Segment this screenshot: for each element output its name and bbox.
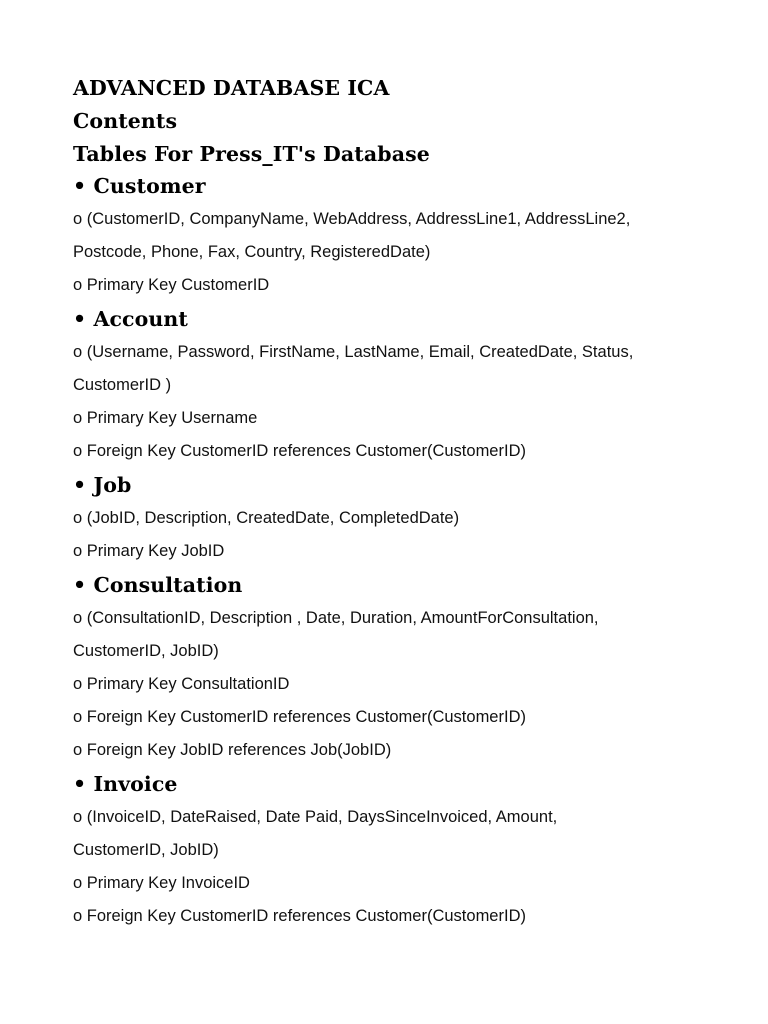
table-line: Postcode, Phone, Fax, Country, RegisteredDate) — [73, 243, 431, 261]
bullet-icon: • — [73, 307, 94, 331]
table-line: CustomerID, JobID) — [73, 841, 219, 859]
section-title: Invoice — [93, 772, 178, 796]
document-page — [73, 70, 713, 933]
table-line: o Foreign Key JobID references Job(JobID) — [73, 741, 392, 759]
table-line: CustomerID, JobID) — [73, 642, 219, 660]
bullet-icon: • — [73, 473, 94, 497]
table-line: o Foreign Key CustomerID references Customer(CustomerID) — [73, 907, 526, 925]
section-heading — [73, 767, 713, 799]
table-line: o Primary Key Username — [73, 409, 258, 427]
table-line: CustomerID ) — [73, 376, 172, 394]
tables-heading: Tables For Press_IT's Database — [73, 142, 430, 166]
table-line: o (InvoiceID, DateRaised, Date Paid, DaysSinceInvoiced, Amount, — [73, 808, 558, 826]
table-line: o (Username, Password, FirstName, LastName, Email, CreatedDate, Status, — [73, 343, 634, 361]
section-title: Customer — [93, 174, 206, 198]
section-heading — [73, 169, 713, 201]
bullet-icon: • — [73, 174, 94, 198]
table-line: o (CustomerID, CompanyName, WebAddress, AddressLine1, AddressLine2, — [73, 210, 631, 228]
section-heading — [73, 568, 713, 600]
table-line: o Primary Key ConsultationID — [73, 675, 290, 693]
bullet-icon: • — [73, 772, 94, 796]
contents-heading: Contents — [73, 109, 178, 133]
bullet-icon: • — [73, 573, 94, 597]
table-line: o Primary Key CustomerID — [73, 276, 270, 294]
section-heading — [73, 468, 713, 500]
table-line: o (JobID, Description, CreatedDate, CompletedDate) — [73, 509, 460, 527]
section-title: Job — [93, 473, 132, 497]
document-title: ADVANCED DATABASE ICA — [73, 76, 390, 100]
table-line: o Primary Key InvoiceID — [73, 874, 250, 892]
section-title: Consultation — [93, 573, 243, 597]
table-line: o Primary Key JobID — [73, 542, 225, 560]
section-heading — [73, 302, 713, 334]
table-line: o Foreign Key CustomerID references Customer(CustomerID) — [73, 442, 526, 460]
table-line: o (ConsultationID, Description , Date, Duration, AmountForConsultation, — [73, 609, 599, 627]
section-title: Account — [93, 307, 188, 331]
table-line: o Foreign Key CustomerID references Customer(CustomerID) — [73, 708, 526, 726]
